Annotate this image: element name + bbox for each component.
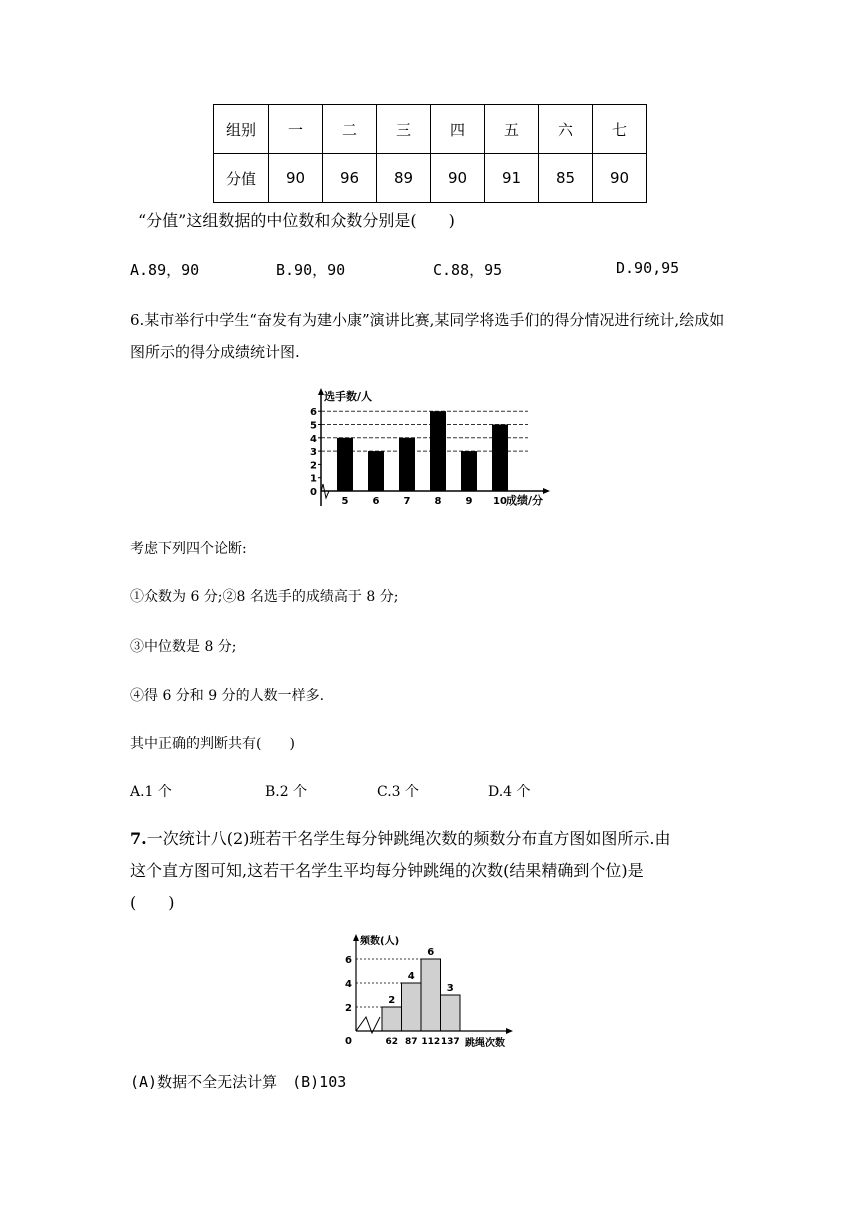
table-cell: 四 <box>431 105 485 154</box>
x-tick-label: 10 <box>493 496 507 507</box>
q5-option-a: A.89，90 <box>130 261 200 279</box>
x-tick-label: 6 <box>372 496 380 507</box>
q6-consider: 考虑下列四个论断: <box>130 541 247 557</box>
x-axis-arrow-icon <box>543 488 550 494</box>
y-tick-label: 1 <box>310 473 317 485</box>
table-cell: 一 <box>269 105 323 154</box>
data-label: 2 <box>388 995 396 1006</box>
x-tick-label: 62 <box>385 1037 399 1047</box>
table-row <box>214 154 647 203</box>
q6-stem-line2: 图所示的得分成绩统计图. <box>130 343 300 361</box>
x-axis-label: 跳绳次数 <box>465 1038 505 1049</box>
q5-question: “分值”这组数据的中位数和众数分别是( ) <box>138 211 455 230</box>
q6-option-a: A.1 个 <box>130 784 172 800</box>
q6-statement-1-2: ①众数为 6 分;②8 名选手的成绩高于 8 分; <box>130 589 399 605</box>
q6-stem-line1: 6.某市举行中学生“奋发有为建小康”演讲比赛,某同学将选手们的得分情况进行统计,绘成如 <box>130 311 725 329</box>
score-table <box>213 104 647 203</box>
table-cell: 90 <box>593 154 647 203</box>
bar <box>461 451 477 491</box>
data-label: 6 <box>427 947 435 958</box>
table-cell: 七 <box>593 105 647 154</box>
x-tick-label: 9 <box>465 496 473 507</box>
rope-skip-histogram <box>342 931 522 1053</box>
y-tick-labels <box>345 955 352 1047</box>
table-cell: 90 <box>269 154 323 203</box>
q7-number: 7. <box>130 829 147 848</box>
table-cell: 85 <box>539 154 593 203</box>
y-tick-label: 2 <box>310 460 317 472</box>
data-label: 4 <box>407 971 415 982</box>
y-tick-label: 0 <box>345 1036 352 1047</box>
table-cell: 三 <box>377 105 431 154</box>
q6-statement-3: ③中位数是 8 分; <box>130 639 237 655</box>
q7-options: (A)数据不全无法计算 (B)103 <box>130 1073 347 1091</box>
q7-line2: 这个直方图可知,这若干名学生平均每分钟跳绳的次数(结果精确到个位)是 <box>130 861 644 880</box>
table-cell: 分值 <box>214 154 269 203</box>
y-axis-label: 选手数/人 <box>324 390 373 403</box>
table-cell: 二 <box>323 105 377 154</box>
bar <box>368 451 384 491</box>
q7-line1: 一次统计八(2)班若干名学生每分钟跳绳次数的频数分布直方图如图所示.由 <box>146 829 671 848</box>
table-cell: 六 <box>539 105 593 154</box>
y-tick-label: 4 <box>310 433 317 445</box>
y-tick-label: 6 <box>345 955 352 966</box>
y-tick-labels <box>310 407 321 498</box>
y-tick-label: 4 <box>345 979 352 990</box>
table-header-row <box>214 105 647 154</box>
table-cell: 91 <box>485 154 539 203</box>
chart-bars <box>337 411 508 491</box>
table-cell: 五 <box>485 105 539 154</box>
y-tick-label: 0 <box>310 487 317 498</box>
score-bar-chart <box>306 386 566 516</box>
q6-statement-4: ④得 6 分和 9 分的人数一样多. <box>130 688 325 704</box>
q5-option-b: B.90，90 <box>276 261 346 279</box>
y-axis-label: 频数(人) <box>360 936 400 947</box>
x-tick-label: 8 <box>434 496 442 507</box>
y-axis-arrow-icon <box>353 934 359 941</box>
y-tick-label: 6 <box>310 407 317 419</box>
y-tick-label: 5 <box>310 420 317 432</box>
q6-option-c: C.3 个 <box>377 784 420 800</box>
x-tick-label: 137 <box>440 1037 460 1047</box>
q7-line3: ( ) <box>130 893 175 912</box>
bar <box>382 1007 402 1031</box>
q6-question: 其中正确的判断共有( ) <box>130 736 295 752</box>
table-cell: 90 <box>431 154 485 203</box>
y-tick-label: 3 <box>310 447 317 459</box>
table-cell: 组别 <box>214 105 269 154</box>
bar <box>430 411 446 491</box>
q5-option-c: C.88，95 <box>433 261 503 279</box>
bar <box>337 438 353 491</box>
table-cell: 96 <box>323 154 377 203</box>
bar <box>441 995 461 1031</box>
x-axis-arrow-icon <box>506 1028 513 1034</box>
x-tick-labels <box>385 1037 459 1047</box>
q5-option-d: D.90,95 <box>616 259 680 277</box>
bar <box>492 425 508 492</box>
table-cell: 89 <box>377 154 431 203</box>
x-tick-label: 87 <box>404 1037 418 1047</box>
data-label: 3 <box>446 983 454 994</box>
q7-stem <box>130 823 670 919</box>
x-axis-label: 成绩/分 <box>506 494 544 507</box>
bar <box>402 983 422 1031</box>
y-tick-label: 2 <box>345 1003 352 1014</box>
q6-option-d: D.4 个 <box>488 784 531 800</box>
x-tick-label: 112 <box>421 1037 441 1047</box>
x-tick-label: 5 <box>341 496 349 507</box>
x-tick-label: 7 <box>403 496 411 507</box>
q6-option-b: B.2 个 <box>265 784 308 800</box>
bar <box>399 438 415 491</box>
x-tick-labels <box>342 496 507 507</box>
bar <box>421 959 441 1031</box>
